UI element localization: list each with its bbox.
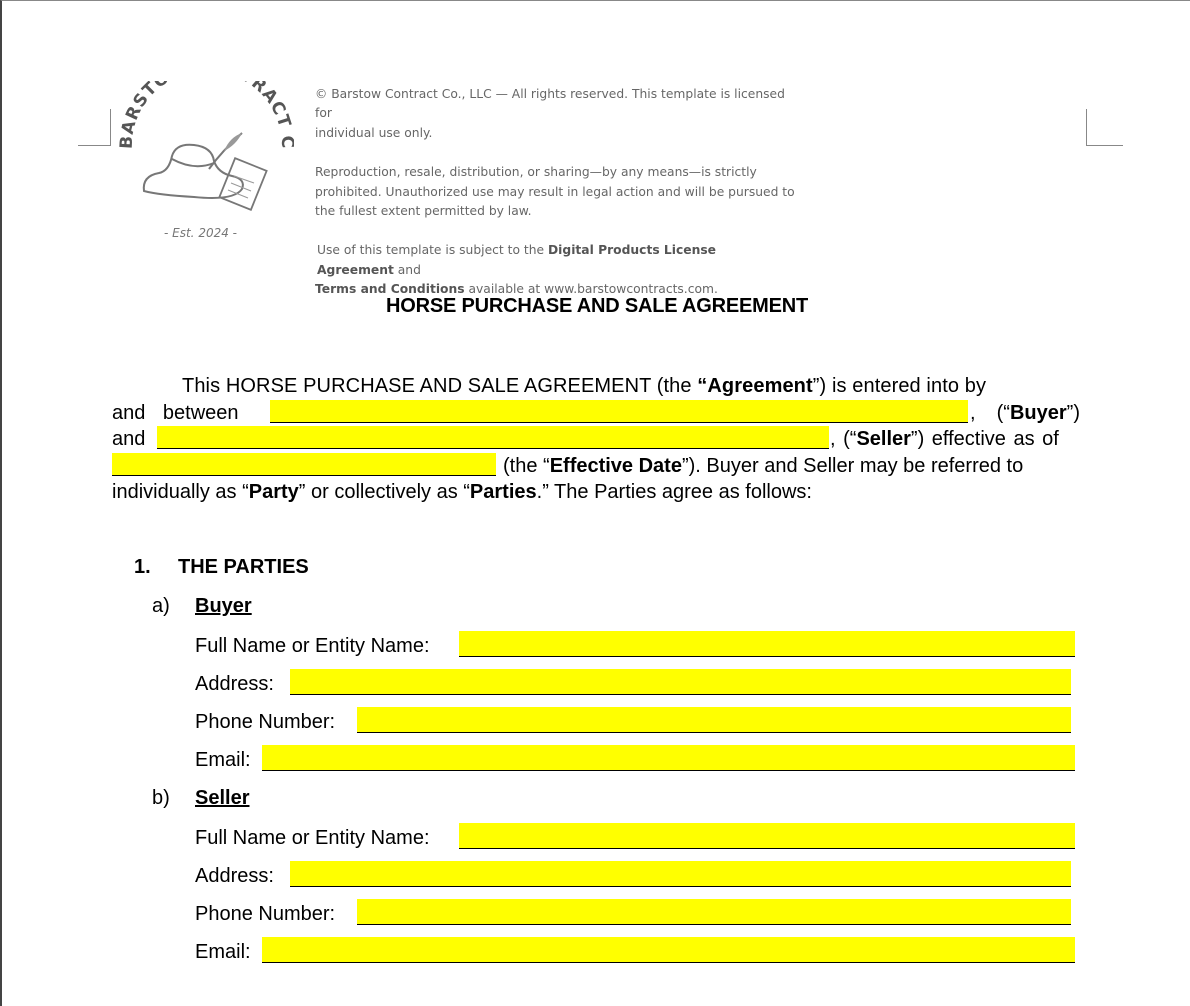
seller-phone-input[interactable] (357, 899, 1071, 925)
buyer-address-field: Address: (195, 673, 274, 696)
seller-email-input[interactable] (262, 937, 1075, 963)
crop-mark-right (1086, 109, 1123, 146)
document-title: HORSE PURCHASE AND SALE AGREEMENT (386, 295, 808, 317)
notice-line: © Barstow Contract Co., LLC — All rights reserved. This template is licensed for (315, 87, 785, 121)
notice-line: Reproduction, resale, distribution, or sharing—by any means—is strictly (315, 165, 757, 180)
crop-mark-left (78, 109, 111, 146)
seller-name-blank[interactable] (157, 426, 829, 449)
buyer-email-input[interactable] (262, 745, 1075, 771)
effective-date-blank[interactable] (112, 453, 496, 476)
seller-email-field: Email: (195, 941, 251, 964)
notice-line: Use of this template is subject to the Digital Products License Agreement and (317, 243, 717, 277)
license-notice (315, 85, 795, 300)
buyer-subsection: a) Buyer (152, 595, 252, 617)
seller-address-input[interactable] (290, 861, 1071, 887)
seller-address-field: Address: (195, 865, 274, 888)
buyer-email-field: Email: (195, 749, 251, 772)
notice-line: individual use only. (315, 125, 433, 140)
buyer-phone-field: Phone Number: (195, 711, 335, 734)
buyer-phone-input[interactable] (357, 707, 1071, 733)
logo-established: - Est. 2024 - (164, 226, 237, 240)
notice-line: Terms and Conditions available at www.barstowcontracts.com. (315, 282, 718, 297)
buyer-full-name-input[interactable] (459, 631, 1075, 657)
seller-full-name-input[interactable] (459, 823, 1075, 849)
seller-subsection: b) Seller (152, 787, 250, 809)
seller-phone-field: Phone Number: (195, 903, 335, 926)
svg-text:BARSTOW CONTRACT CO. (114, 81, 294, 150)
buyer-full-name-field: Full Name or Entity Name: (195, 635, 430, 658)
seller-full-name-field: Full Name or Entity Name: (195, 827, 430, 850)
logo-arc-text: BARST RACT (116, 81, 294, 150)
company-logo (114, 81, 294, 246)
buyer-address-input[interactable] (290, 669, 1071, 695)
notice-line: the fullest extent permitted by law. (315, 204, 532, 219)
notice-line: prohibited. Unauthorized use may result in legal action and will be pursued to (315, 184, 795, 199)
buyer-name-blank[interactable] (270, 400, 968, 423)
section-heading: 1. THE PARTIES (134, 556, 309, 578)
intro-paragraph: This HORSE PURCHASE AND SALE AGREEMENT (the “Agreement”) is entered into by and between , (“Buyer”) and , (“Seller”) effective as of (the “Effective Date”). Buyer and Seller may be referred to individually as “Party” or collectively as “Parties.” The Parties agree as follows: (112, 375, 1080, 503)
